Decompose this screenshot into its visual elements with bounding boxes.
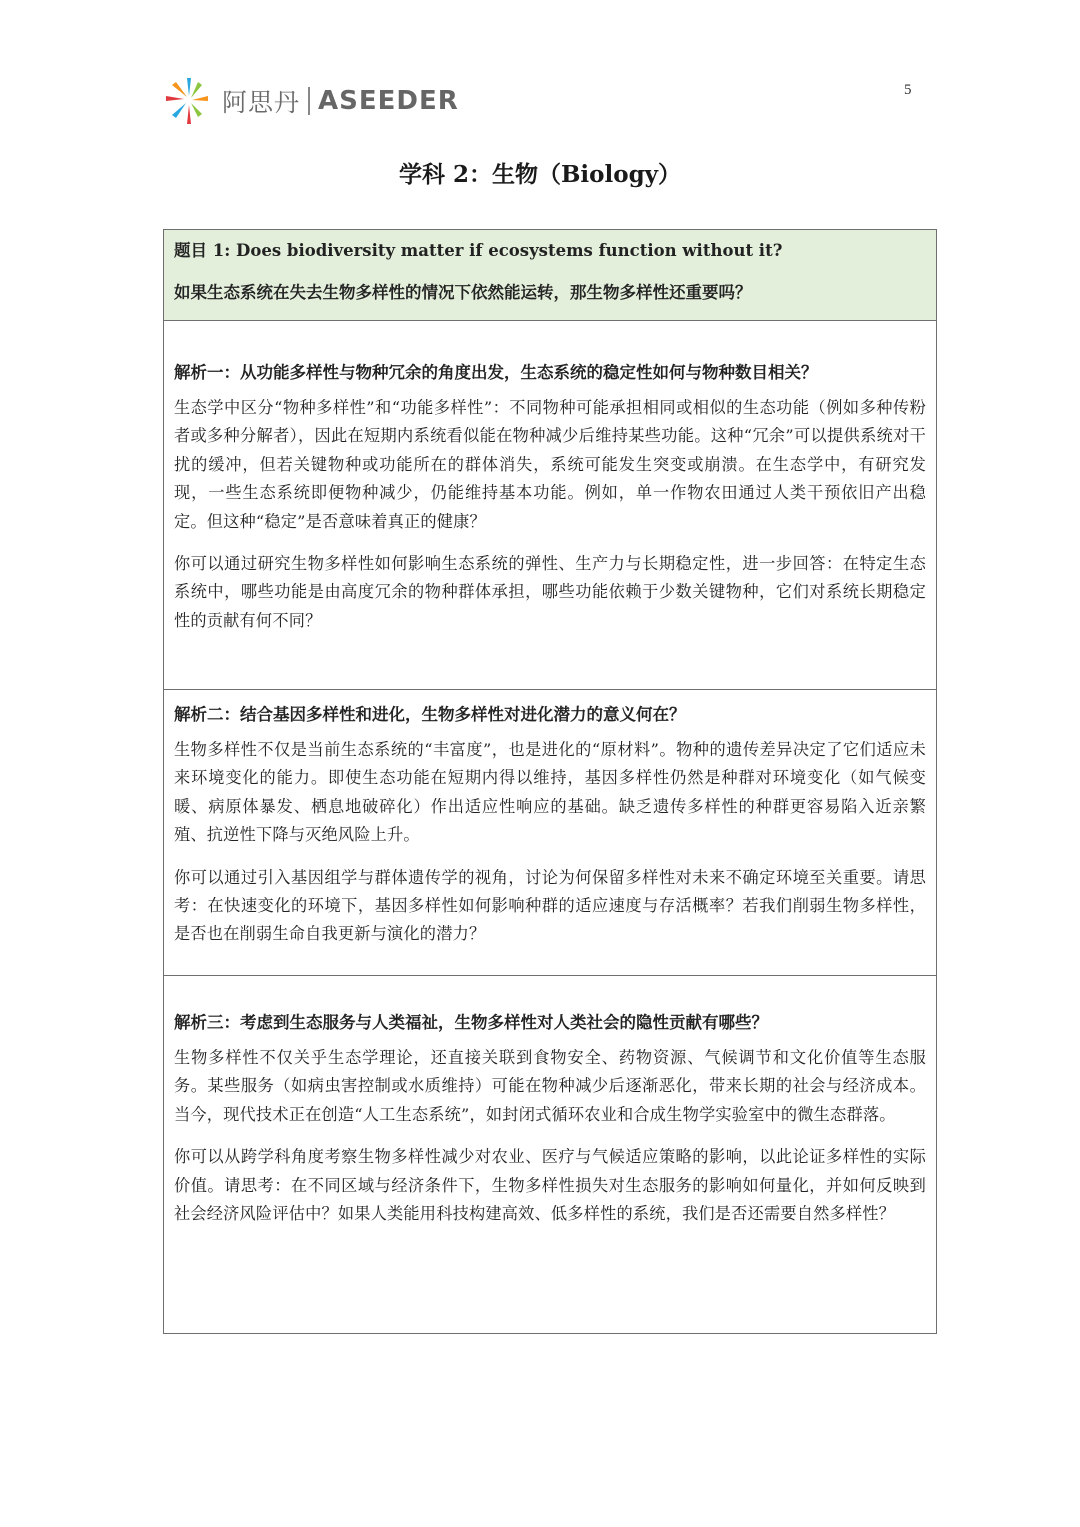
- analysis-section-3: [164, 976, 936, 1333]
- logo-chinese-text: 阿思丹: [222, 88, 301, 117]
- analysis-paragraph: 生态学中区分“物种多样性”和“功能多样性”：不同物种可能承担相同或相似的生态功能（例如多种传粉者或多种分解者），因此在短期内系统看似能在物种减少后维持某些功能。这种“冗余”可以提供系统对干扰的缓冲，但若关键物种或功能所在的群体消失，系统可能发生突变或崩溃。在生态学中，有研究发现，一些生态系统即便物种减少，仍能维持基本功能。例如，单一作物农田通过人类干预依旧产出稳定。但这种“稳定”是否意味着真正的健康？: [174, 398, 926, 531]
- aseeder-logo-icon: [162, 74, 214, 128]
- analysis-paragraph: 你可以通过研究生物多样性如何影响生态系统的弹性、生产力与长期稳定性，进一步回答：在特定生态系统中，哪些功能是由高度冗余的物种群体承担，哪些功能依赖于少数关键物种，它们对系统长期稳定性的贡献有何不同？: [174, 554, 926, 630]
- question-header: [164, 230, 936, 321]
- analysis-paragraph: 你可以通过引入基因组学与群体遗传学的视角，讨论为何保留多样性对未来不确定环境至关重要。请思考：在快速变化的环境下，基因多样性如何影响种群的适应速度与存活概率？若我们削弱生物多样性，是否也在削弱生命自我更新与演化的潜力？: [174, 867, 926, 944]
- question-english: 题目 1: Does biodiversity matter if ecosystems function without it?: [174, 241, 783, 260]
- question-table: [163, 229, 937, 1334]
- question-chinese: 如果生态系统在失去生物多样性的情况下依然能运转，那生物多样性还重要吗？: [174, 283, 752, 302]
- analysis-section-1: [164, 321, 936, 690]
- analysis-heading: 解析二：结合基因多样性和进化，生物多样性对进化潜力的意义何在？: [174, 705, 686, 724]
- page-title: 学科 2：生物（Biology）: [398, 161, 682, 188]
- analysis-paragraph: 你可以从跨学科角度考察生物多样性减少对农业、医疗与气候适应策略的影响，以此论证多样性的实际价值。请思考：在不同区域与经济条件下，生物多样性损失对生态服务的影响如何量化，并如何反映到社会经济风险评估中？如果人类能用科技构建高效、低多样性的系统，我们是否还需要自然多样性？: [174, 1147, 926, 1224]
- brand-logo: [162, 74, 459, 128]
- logo-divider: [308, 87, 310, 115]
- analysis-paragraph: 生物多样性不仅是当前生态系统的“丰富度”，也是进化的“原材料”。物种的遗传差异决定了它们适应未来环境变化的能力。即使生态功能在短期内得以维持，基因多样性仍然是种群对环境变化（如气候变暖、病原体暴发、栖息地破碎化）作出适应性响应的基础。缺乏遗传多样性的种群更容易陷入近亲繁殖、抗逆性下降与灭绝风险上升。: [174, 740, 926, 845]
- logo-english-text: ASEEDER: [318, 86, 459, 116]
- analysis-paragraph: 生物多样性不仅关乎生态学理论，还直接关联到食物安全、药物资源、气候调节和文化价值等生态服务。某些服务（如病虫害控制或水质维持）可能在物种减少后逐渐恶化，带来长期的社会与经济成本。当今，现代技术正在创造“人工生态系统”，如封闭式循环农业和合成生物学实验室中的微生态群落。: [174, 1048, 926, 1124]
- analysis-heading: 解析三：考虑到生态服务与人类福祉，生物多样性对人类社会的隐性贡献有哪些？: [174, 1013, 768, 1032]
- page-number: 5: [904, 82, 912, 98]
- analysis-section-2: [164, 690, 936, 976]
- analysis-heading: 解析一：从功能多样性与物种冗余的角度出发，生态系统的稳定性如何与物种数目相关？: [174, 363, 818, 382]
